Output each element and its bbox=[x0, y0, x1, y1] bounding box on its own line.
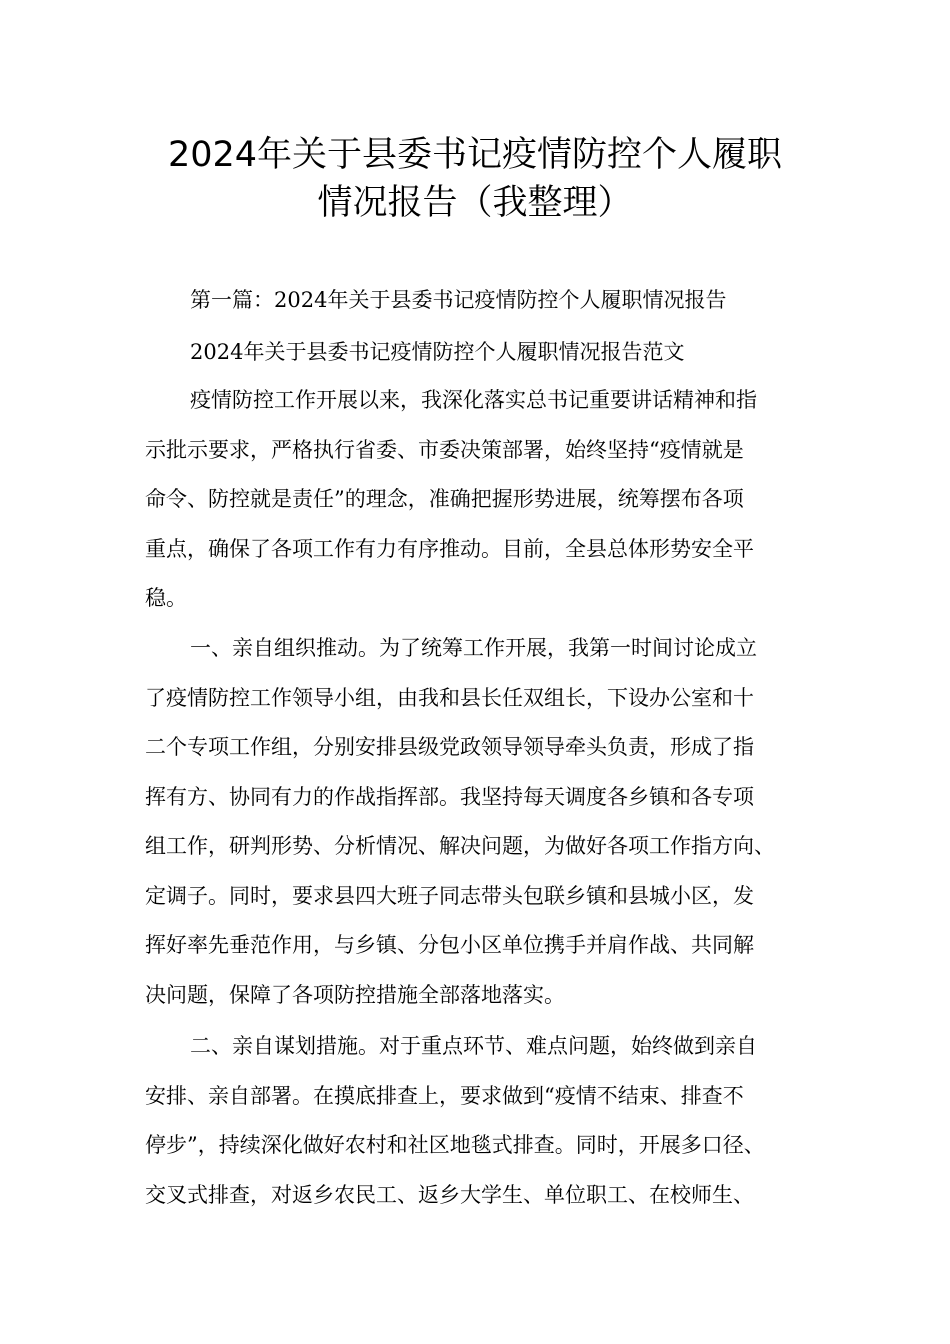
paragraph-line: 稳。 bbox=[145, 586, 187, 610]
paragraph-line: 命令、防控就是责任”的理念，准确把握形势进展，统筹摆布各项 bbox=[145, 487, 744, 511]
document-title-line-2: 情况报告（我整理） bbox=[317, 183, 633, 223]
paragraph-line: 二个专项工作组，分别安排县级党政领导领导牵头负责，形成了指 bbox=[145, 735, 754, 759]
paragraph-line: 定调子。同时，要求县四大班子同志带头包联乡镇和县城小区，发 bbox=[145, 883, 754, 908]
document-title-line-1: 2024年关于县委书记疫情防控个人履职 bbox=[167, 135, 783, 175]
paragraph-measures bbox=[145, 1022, 835, 1220]
subheading-article-title: 2024年关于县委书记疫情防控个人履职情况报告范文 bbox=[190, 340, 685, 364]
paragraph-line: 组工作，研判形势、分析情况、解决问题，为做好各项工作指方向、 bbox=[145, 834, 775, 858]
subheading-first-article: 第一篇：2024年关于县委书记疫情防控个人履职情况报告 bbox=[190, 288, 727, 312]
paragraph-line: 交叉式排查，对返乡农民工、返乡大学生、单位职工、在校师生、 bbox=[145, 1182, 754, 1207]
paragraph-line: 重点，确保了各项工作有力有序推动。目前，全县总体形势安全平 bbox=[145, 536, 754, 561]
paragraph-line: 了疫情防控工作领导小组，由我和县长任双组长，下设办公室和十 bbox=[145, 685, 754, 710]
paragraph-line: 决问题，保障了各项防控措施全部落地落实。 bbox=[145, 982, 565, 1007]
paragraph-line: 疫情防控工作开展以来，我深化落实总书记重要讲话精神和指 bbox=[190, 388, 757, 412]
paragraph-line: 挥有方、协同有力的作战指挥部。我坚持每天调度各乡镇和各专项 bbox=[145, 784, 754, 809]
paragraph-line: 二、亲自谋划措施。对于重点环节、难点问题，始终做到亲自 bbox=[190, 1034, 757, 1058]
paragraph-intro bbox=[145, 376, 835, 624]
paragraph-organize bbox=[145, 624, 835, 1020]
paragraph-line: 停步”，持续深化做好农村和社区地毯式排查。同时，开展多口径、 bbox=[145, 1133, 765, 1157]
paragraph-line: 挥好率先垂范作用，与乡镇、分包小区单位携手并肩作战、共同解 bbox=[145, 933, 754, 957]
paragraph-line: 示批示要求，严格执行省委、市委决策部署，始终坚持“疫情就是 bbox=[145, 437, 744, 462]
paragraph-line: 安排、亲自部署。在摸底排查上，要求做到“疫情不结束、排查不 bbox=[145, 1083, 744, 1108]
paragraph-line: 一、亲自组织推动。为了统筹工作开展，我第一时间讨论成立 bbox=[190, 636, 757, 660]
